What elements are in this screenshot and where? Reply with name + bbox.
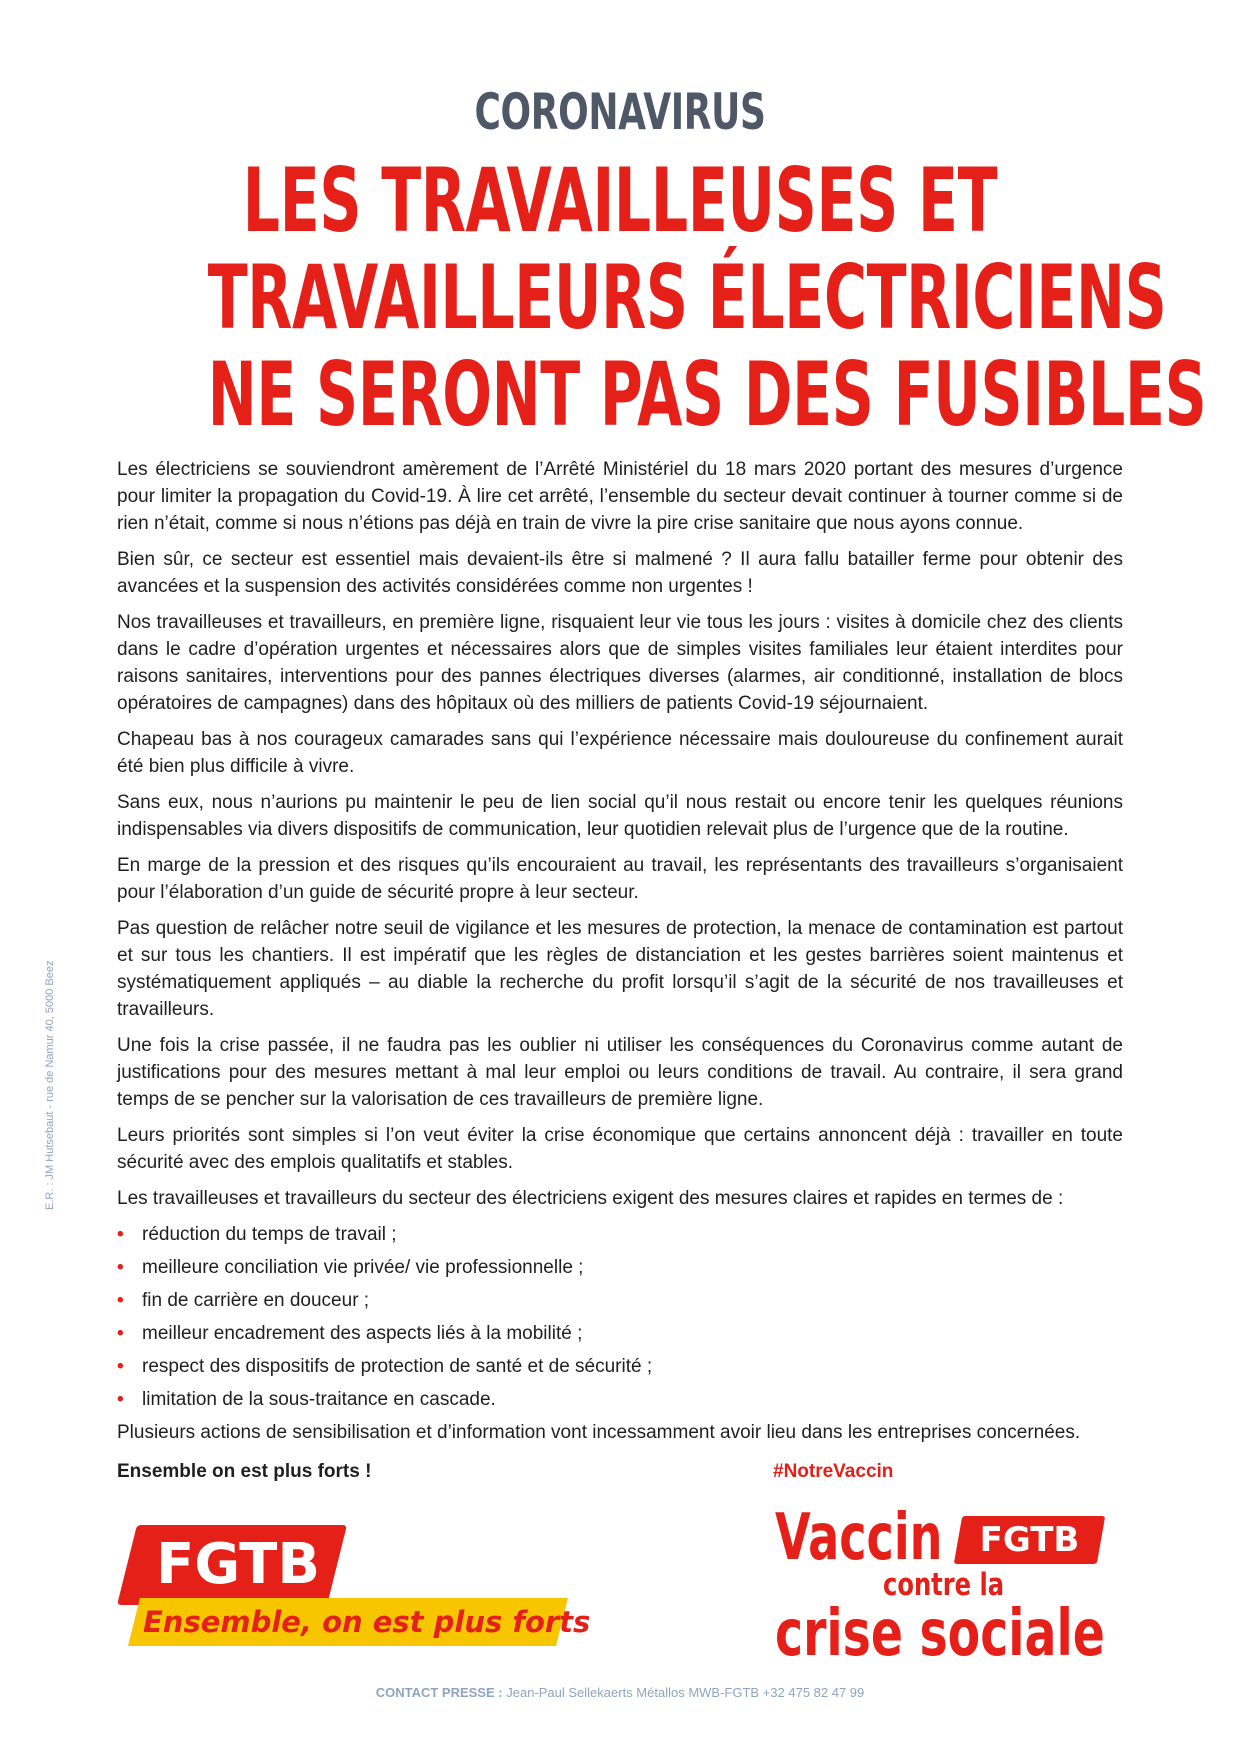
publisher-note: E.R. : JM Hutsebaut - rue de Namur 40, 5000 Beez xyxy=(44,960,56,1210)
vaccin-campaign-logo xyxy=(775,1502,1125,1682)
fgtb-logo-tagline: Ensemble, on est plus forts xyxy=(143,1605,591,1639)
list-item-text: fin de carrière en douceur ; xyxy=(142,1290,370,1311)
campaign-word-vaccin: Vaccin xyxy=(775,1501,943,1575)
bullet-icon: • xyxy=(117,1290,124,1311)
bullet-icon: • xyxy=(117,1389,124,1410)
closing-paragraph: Plusieurs actions de sensibilisation et d’information vont incessamment avoir lieu dans les entreprises concernées. xyxy=(117,1422,1081,1443)
headline-line: NE SERONT PAS DES FUSIBLES xyxy=(207,343,1207,446)
campaign-word-contre: contre la xyxy=(883,1567,1005,1603)
slogan: Ensemble on est plus forts ! xyxy=(117,1461,372,1482)
headline xyxy=(207,149,1207,446)
demands-list xyxy=(117,1221,1123,1413)
list-item-text: limitation de la sous-traitance en cascade. xyxy=(142,1389,496,1410)
list-item-text: meilleur encadrement des aspects liés à la mobilité ; xyxy=(142,1323,583,1344)
paragraph: Sans eux, nous n’aurions pu maintenir le peu de lien social qu’il nous restait ou encore tenir les quelques réunions indispensables via divers dispositifs de communication, leur quotidien relevait plus de l’urgence que de la routine. xyxy=(117,792,1123,840)
press-contact xyxy=(0,1685,1240,1700)
list-item xyxy=(117,1386,1123,1413)
paragraph: Bien sûr, ce secteur est essentiel mais devaient-ils être si malmené ? Il aura fallu batailler ferme pour obtenir des avancées et la suspension des activités considérées comme non urgentes ! xyxy=(117,549,1123,597)
list-item-text: meilleure conciliation vie privée/ vie professionnelle ; xyxy=(142,1257,584,1278)
paragraph: Chapeau bas à nos courageux camarades sans qui l’expérience nécessaire mais douloureuse du confinement aurait été bien plus difficile à vivre. xyxy=(117,729,1123,777)
kicker-title: CORONAVIRUS xyxy=(474,83,766,141)
fgtb-logo xyxy=(127,1525,591,1645)
list-item xyxy=(117,1320,1123,1347)
bullet-icon: • xyxy=(117,1257,124,1278)
article-body xyxy=(117,456,1123,1455)
campaign-fgtb-name: FGTB xyxy=(979,1520,1080,1560)
list-item-text: respect des dispositifs de protection de santé et de sécurité ; xyxy=(142,1356,653,1377)
paragraph: En marge de la pression et des risques qu’ils encouraient au travail, les représentants des travailleurs s’organisaient pour l’élaboration d’un guide de sécurité propre à leur secteur. xyxy=(117,855,1123,903)
headline-line: LES TRAVAILLEUSES ET xyxy=(242,149,998,252)
campaign-word-crise: crise sociale xyxy=(775,1597,1105,1671)
list-item-text: réduction du temps de travail ; xyxy=(142,1224,397,1245)
paragraph: Pas question de relâcher notre seuil de vigilance et les mesures de protection, la menace de contamination est partout et sur tous les chantiers. Il est impératif que les règles de distanciation et les gestes barrières soient maintenus et systématiquement appliqués – au diable la recherche du profit lorsqu’il s’agit de la sécurité de nos travailleuses et travailleurs. xyxy=(117,918,1123,1020)
list-item xyxy=(117,1353,1123,1380)
bullet-icon: • xyxy=(117,1323,124,1344)
paragraph: Les électriciens se souviendront amèrement de l’Arrêté Ministériel du 18 mars 2020 portant des mesures d’urgence pour limiter la propagation du Covid-19. À lire cet arrêté, l’ensemble du secteur devait continuer à tourner comme si de rien n’était, comme si nous n’étions pas déjà en train de vivre la pire crise sanitaire que nous ayons connue. xyxy=(117,459,1123,534)
list-item xyxy=(117,1287,1123,1314)
hashtag: #NotreVaccin xyxy=(773,1461,894,1482)
bullet-icon: • xyxy=(117,1356,124,1377)
bullet-icon: • xyxy=(117,1224,124,1245)
headline-line: TRAVAILLEURS ÉLECTRICIENS xyxy=(207,246,1167,349)
paragraph: Leurs priorités sont simples si l’on veut éviter la crise économique que certains annoncent déjà : travailler en toute sécurité avec des emplois qualitatifs et stables. xyxy=(117,1125,1123,1173)
list-item xyxy=(117,1221,1123,1248)
paragraph: Une fois la crise passée, il ne faudra pas les oublier ni utiliser les conséquences du Coronavirus comme autant de justifications pour des mesures mettant à mal leur emploi ou leurs conditions de travail. Au contraire, il sera grand temps de se pencher sur la valorisation de ces travailleurs de première ligne. xyxy=(117,1035,1123,1110)
fgtb-logo-name: FGTB xyxy=(155,1532,321,1597)
press-contact-text: Jean-Paul Sellekaerts Métallos MWB-FGTB +32 475 82 47 99 xyxy=(506,1685,865,1700)
list-item xyxy=(117,1254,1123,1281)
paragraph: Nos travailleuses et travailleurs, en première ligne, risquaient leur vie tous les jours : visites à domicile chez des clients dans le cadre d’opération urgentes et nécessaires alors que de simples visites familiales leur étaient interdites pour raisons sanitaires, interventions pour des pannes électriques diverses (alarmes, air conditionné, installation de blocs opératoires de campagnes) dans des hôpitaux où des milliers de patients Covid-19 séjournaient. xyxy=(117,612,1123,714)
press-contact-label: CONTACT PRESSE : xyxy=(375,1685,503,1700)
paragraph: Les travailleuses et travailleurs du secteur des électriciens exigent des mesures claires et rapides en termes de : xyxy=(117,1188,1064,1209)
